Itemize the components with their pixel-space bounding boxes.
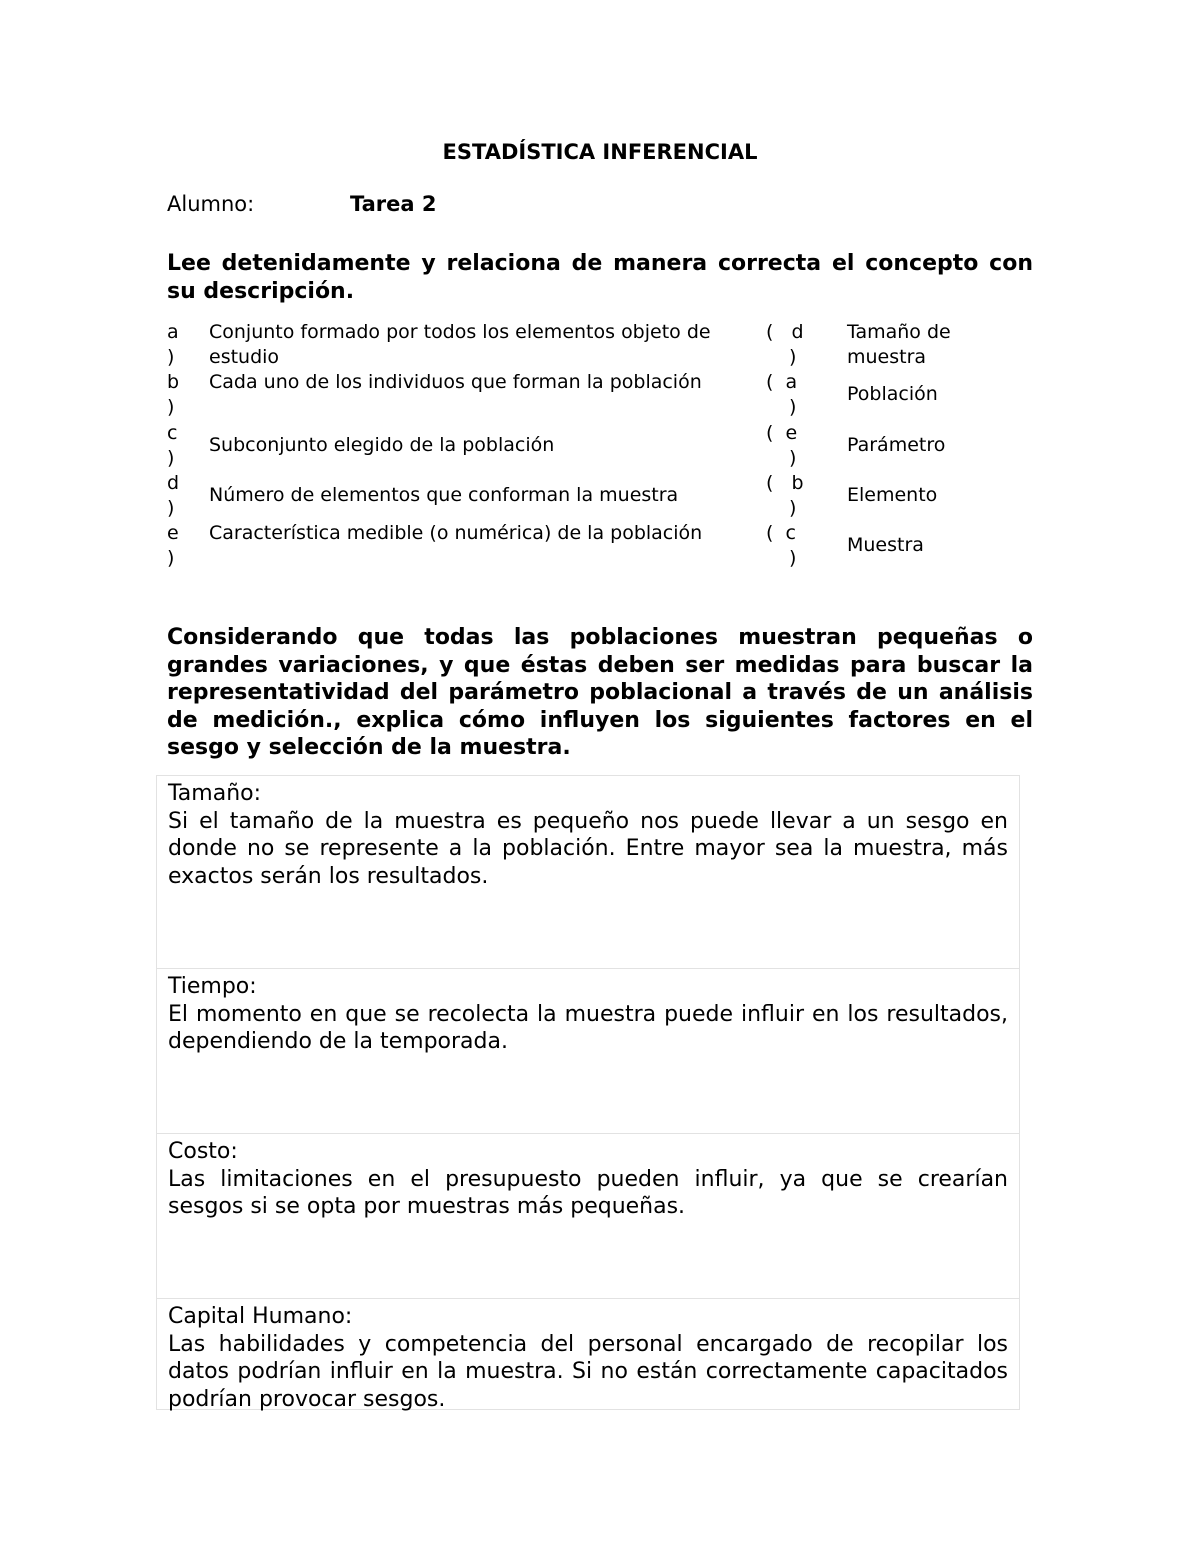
- answer-table: [156, 775, 1020, 1410]
- row-letter: d ): [167, 472, 180, 519]
- row-concept: Elemento: [847, 484, 938, 506]
- factor-text: Las limitaciones en el presupuesto pueden influir, ya que se crearían sesgos si se opta por muestras más pequeñas.: [168, 1166, 1008, 1219]
- factor-heading: Tamaño:: [168, 781, 262, 806]
- row-description: Cada uno de los individuos que forman la población: [209, 371, 702, 393]
- factor-text: Las habilidades y competencia del personal encargado de recopilar los datos podrían influir en la muestra. Si no están correctamente capacitados podrían provocar sesgos.: [168, 1331, 1008, 1412]
- factor-heading: Costo:: [168, 1139, 238, 1164]
- answer-cell-human-capital: [157, 1299, 1019, 1412]
- exercise-2-instruction: Considerando que todas las poblaciones muestran pequeñas o grandes variaciones, y que éstas deben ser medidas para buscar la representatividad del parámetro poblacional a través de un análisis de medición., explica cómo influyen los siguientes factores en el sesgo y selección de la muestra.: [167, 625, 1033, 760]
- row-answer: ( b ): [766, 472, 804, 519]
- row-letter: c ): [167, 422, 178, 469]
- page-title: ESTADÍSTICA INFERENCIAL: [442, 140, 758, 164]
- row-description: Conjunto formado por todos los elementos objeto de estudio: [209, 321, 711, 368]
- row-answer: ( d ): [766, 321, 804, 368]
- row-concept: Muestra: [847, 534, 924, 556]
- student-label: Alumno:: [167, 192, 255, 216]
- row-answer: ( e ): [766, 422, 798, 469]
- row-concept: Parámetro: [847, 434, 946, 456]
- row-concept: Población: [847, 383, 938, 405]
- task-label: Tarea 2: [350, 192, 437, 216]
- answer-cell-time: [157, 969, 1019, 1134]
- row-description: Número de elementos que conforman la muestra: [209, 484, 679, 506]
- row-letter: a ): [167, 321, 179, 368]
- answer-cell-cost: [157, 1134, 1019, 1299]
- row-description: Característica medible (o numérica) de la población: [209, 522, 703, 544]
- row-letter: e ): [167, 522, 179, 569]
- answer-cell-size: [157, 776, 1019, 969]
- factor-heading: Tiempo:: [168, 974, 257, 999]
- row-answer: ( a ): [766, 371, 798, 418]
- student-row: [167, 192, 436, 216]
- row-letter: b ): [167, 371, 180, 418]
- row-concept: Tamaño de muestra: [847, 321, 951, 368]
- factor-heading: Capital Humano:: [168, 1304, 353, 1329]
- factor-text: El momento en que se recolecta la muestra puede influir en los resultados, dependiendo de la temporada.: [168, 1001, 1008, 1054]
- factor-text: Si el tamaño de la muestra es pequeño nos puede llevar a un sesgo en donde no se represente a la población. Entre mayor sea la muestra, más exactos serán los resultados.: [168, 808, 1008, 889]
- row-answer: ( c ): [766, 522, 797, 569]
- exercise-1-instruction: Lee detenidamente y relaciona de manera correcta el concepto con su descripción.: [167, 251, 1033, 304]
- row-description: Subconjunto elegido de la población: [209, 434, 555, 456]
